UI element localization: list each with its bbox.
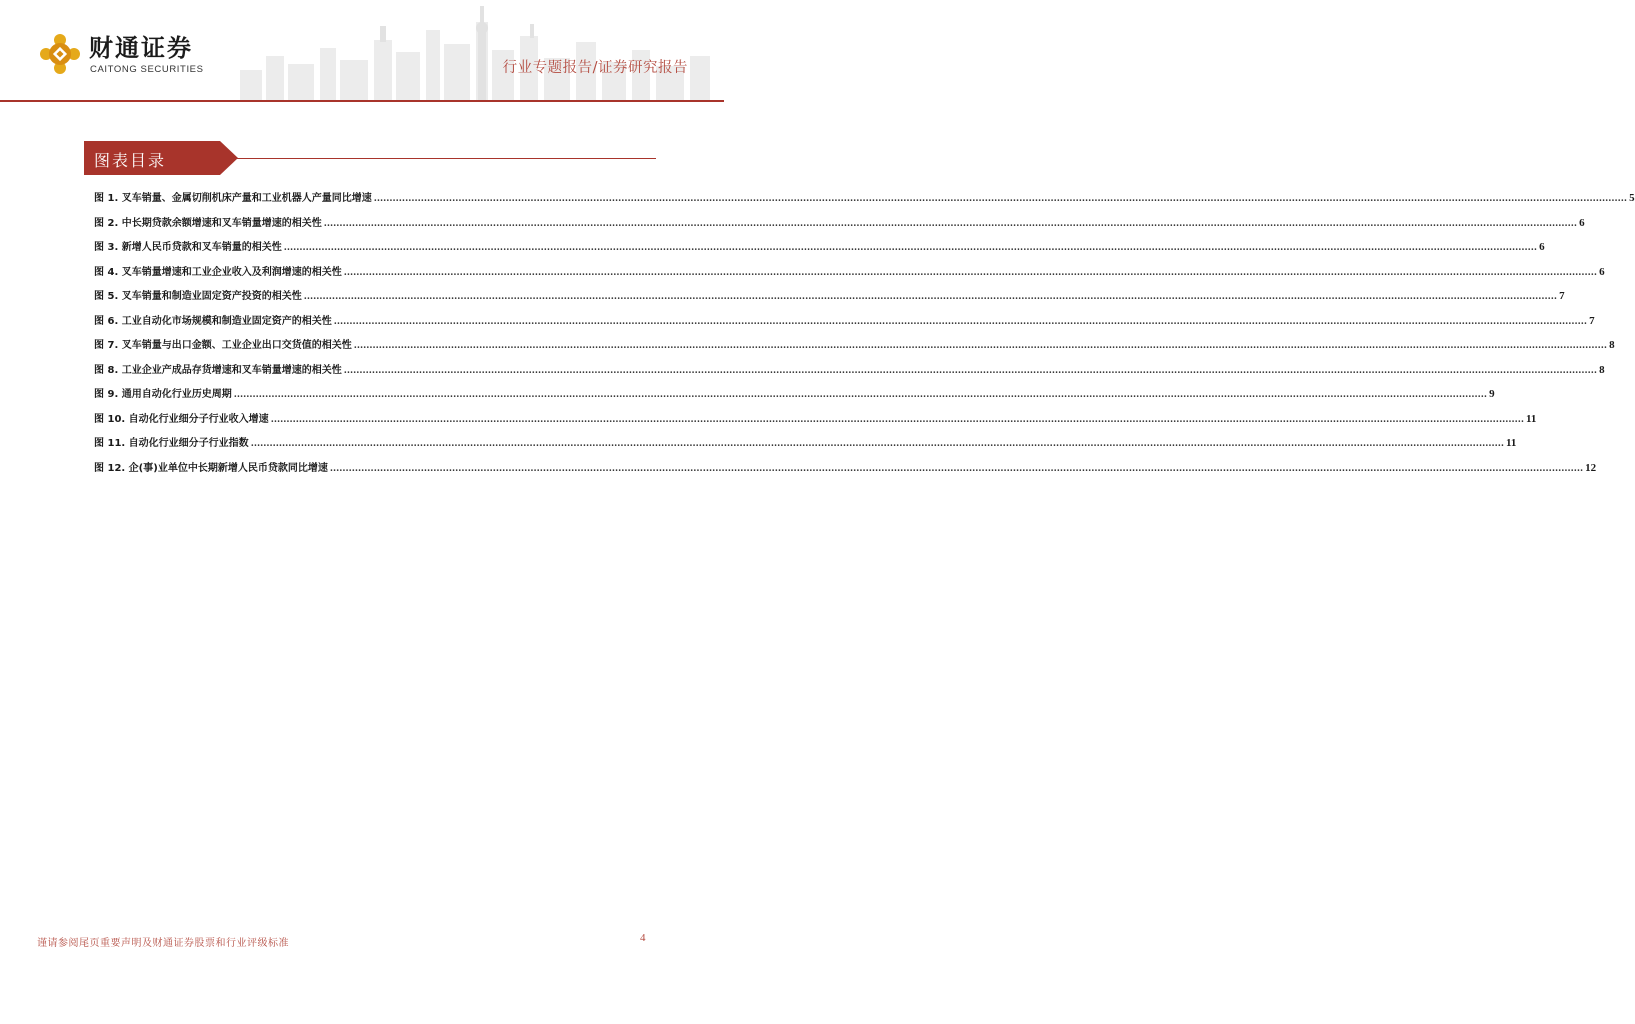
toc-dot-leader: ................................................................................................................................................................................................................................................................................................................................................................................................................ (283, 243, 1538, 253)
toc-entry[interactable] (94, 263, 1605, 288)
toc-entry-label: 图 4. 叉车销量增速和工业企业收入及利润增速的相关性 (94, 266, 342, 278)
toc-entry-page: 6 (1579, 216, 1585, 229)
toc-dot-leader: ................................................................................................................................................................................................................................................................................................................................................................................................................ (233, 390, 1488, 400)
toc-entry-label: 图 3. 新增人民币贷款和叉车销量的相关性 (94, 242, 282, 253)
brand-name-en: CAITONG SECURITIES (90, 64, 204, 75)
toc-title-banner (84, 141, 659, 175)
caitong-logo-icon (40, 34, 80, 74)
footer-disclaimer: 谨请参阅尾页重要声明及财通证券股票和行业评级标准 (37, 938, 289, 949)
toc-entry[interactable] (94, 214, 1585, 239)
toc-dot-leader: ................................................................................................................................................................................................................................................................................................................................................................................................................ (333, 316, 1588, 327)
header-divider (0, 100, 724, 102)
toc-dot-leader: ................................................................................................................................................................................................................................................................................................................................................................................................................ (323, 218, 1578, 229)
toc-dot-leader: ................................................................................................................................................................................................................................................................................................................................................................................................................ (343, 365, 1598, 376)
toc-list (94, 189, 1635, 483)
toc-entry-page: 6 (1539, 241, 1545, 253)
toc-entry-page: 5 (1629, 192, 1635, 204)
toc-entry[interactable] (94, 459, 1597, 484)
toc-dot-leader: ................................................................................................................................................................................................................................................................................................................................................................................................................ (250, 439, 1505, 449)
toc-entry[interactable] (94, 385, 1495, 410)
toc-title: 图表目录 (94, 151, 167, 170)
toc-entry-label: 图 9. 通用自动化行业历史周期 (94, 389, 232, 400)
toc-entry[interactable] (94, 361, 1605, 386)
toc-dot-leader: ................................................................................................................................................................................................................................................................................................................................................................................................................ (329, 463, 1584, 474)
toc-entry-label: 图 11. 自动化行业细分子行业指数 (94, 438, 249, 449)
report-type-label: 行业专题报告/证券研究报告 (502, 60, 688, 76)
toc-entry-label: 图 10. 自动化行业细分子行业收入增速 (94, 413, 269, 425)
brand-name-cn: 财通证券 (89, 34, 193, 62)
toc-entry-page: 8 (1609, 339, 1615, 351)
city-skyline-image (230, 0, 724, 100)
toc-entry-page: 9 (1489, 388, 1495, 400)
toc-entry[interactable] (94, 238, 1545, 263)
toc-entry-page: 11 (1506, 437, 1517, 449)
toc-entry-page: 8 (1599, 363, 1605, 376)
toc-entry-page: 6 (1599, 265, 1605, 278)
toc-entry-page: 7 (1559, 290, 1565, 302)
toc-entry-label: 图 2. 中长期贷款余额增速和叉车销量增速的相关性 (94, 217, 322, 229)
toc-dot-leader: ................................................................................................................................................................................................................................................................................................................................................................................................................ (373, 194, 1628, 204)
toc-entry[interactable] (94, 336, 1615, 361)
page-number: 4 (640, 932, 646, 944)
toc-entry-page: 12 (1585, 461, 1597, 474)
toc-entry-label: 图 1. 叉车销量、金属切削机床产量和工业机器人产量同比增速 (94, 193, 372, 204)
toc-entry-label: 图 7. 叉车销量与出口金额、工业企业出口交货值的相关性 (94, 340, 352, 351)
toc-dot-leader: ................................................................................................................................................................................................................................................................................................................................................................................................................ (303, 292, 1558, 302)
toc-entry[interactable] (94, 312, 1595, 337)
toc-entry-label: 图 6. 工业自动化市场规模和制造业固定资产的相关性 (94, 315, 332, 327)
toc-dot-leader: ................................................................................................................................................................................................................................................................................................................................................................................................................ (270, 414, 1525, 425)
toc-entry[interactable] (94, 189, 1635, 214)
toc-title-rule (230, 158, 656, 159)
toc-entry-label: 图 5. 叉车销量和制造业固定资产投资的相关性 (94, 291, 302, 302)
toc-dot-leader: ................................................................................................................................................................................................................................................................................................................................................................................................................ (353, 341, 1608, 351)
toc-entry-page: 7 (1589, 314, 1595, 327)
toc-entry[interactable] (94, 434, 1517, 459)
toc-entry-label: 图 8. 工业企业产成品存货增速和叉车销量增速的相关性 (94, 364, 342, 376)
toc-entry-label: 图 12. 企(事)业单位中长期新增人民币贷款同比增速 (94, 462, 328, 474)
toc-entry-page: 11 (1526, 412, 1537, 425)
toc-dot-leader: ................................................................................................................................................................................................................................................................................................................................................................................................................ (343, 267, 1598, 278)
page-header (0, 0, 724, 104)
toc-entry[interactable] (94, 410, 1537, 435)
toc-entry[interactable] (94, 287, 1565, 312)
